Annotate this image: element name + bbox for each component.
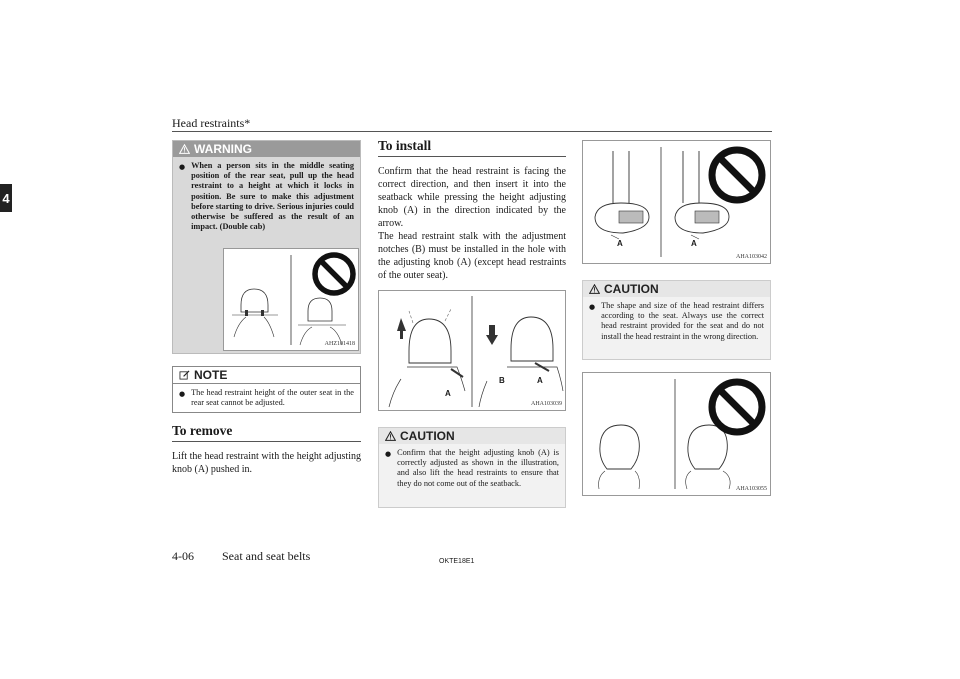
caution-box-1 xyxy=(378,427,566,508)
right-label-a2: A xyxy=(691,239,697,248)
caution-item-1 xyxy=(379,444,565,489)
bullet-icon: ● xyxy=(385,450,392,458)
install-illustration xyxy=(378,290,566,411)
footer-page-number: 4-06 xyxy=(172,549,194,563)
chapter-tab: 4 xyxy=(0,184,12,212)
caution-text-2: The shape and size of the head restraint differs according to the seat. Always use the correct head restraint provided for the seat and do not install the head restraint in the wrong direction. xyxy=(601,301,764,341)
install-text-1: Confirm that the head restraint is facing the correct direction, and then insert it into the seatback while pressing the height adjusting knob (A) in the direction indicated by the arrow. xyxy=(378,166,566,229)
caution-box-2 xyxy=(582,280,771,360)
header-rule xyxy=(172,131,772,132)
caution-label-band-2 xyxy=(583,281,770,297)
note-label-band xyxy=(173,367,360,384)
note-text: The head restraint height of the outer seat in the rear seat cannot be adjusted. xyxy=(191,388,354,408)
caution-label-band-1 xyxy=(379,428,565,444)
remove-text: Lift the head restraint with the height adjusting knob (A) pushed in. xyxy=(172,451,361,475)
caution-label-2: CAUTION xyxy=(604,282,659,296)
warning-triangle-icon xyxy=(179,144,190,154)
right-figure-code-1: AHA103042 xyxy=(736,254,767,260)
caution-text-1: Confirm that the height adjusting knob (A) is correctly adjusted as shown in the illustration, and also lift the head restraints to ensure that they do not come out of the seatback. xyxy=(397,448,559,488)
right-illustration-2 xyxy=(582,372,771,496)
warning-label-band xyxy=(173,141,360,157)
warning-box xyxy=(172,140,361,354)
install-label-b: B xyxy=(499,376,505,385)
bullet-icon: ● xyxy=(179,163,186,171)
caution-item-2 xyxy=(583,297,770,342)
right-label-a: A xyxy=(617,239,623,248)
bullet-icon: ● xyxy=(589,303,596,311)
warning-label: WARNING xyxy=(194,142,252,156)
install-figure-code: AHA103039 xyxy=(531,401,562,407)
page-header-title: Head restraints* xyxy=(172,116,251,130)
warning-text: When a person sits in the middle seating position of the rear seat, pull up the head restraint to a height at which it locks in position. Be sure to make this adjustment before starting to drive. Serious injuries could otherwise be suffered as the result of an impact. (Double cab) xyxy=(191,161,354,232)
note-item xyxy=(173,384,360,408)
install-label-a2: A xyxy=(537,376,543,385)
prohibited-sign-icon xyxy=(707,377,767,437)
remove-title: To remove xyxy=(172,423,233,438)
right-illustration-1 xyxy=(582,140,771,264)
footer-doc-code: OKTE18E1 xyxy=(439,558,475,565)
bullet-icon: ● xyxy=(179,390,186,398)
footer-section: Seat and seat belts xyxy=(222,549,311,563)
install-rule xyxy=(378,156,566,157)
warning-triangle-icon xyxy=(589,284,600,294)
install-title: To install xyxy=(378,138,432,153)
install-label-a: A xyxy=(445,389,451,398)
warning-item xyxy=(173,157,360,232)
caution-label-1: CAUTION xyxy=(400,429,455,443)
warning-figure-code: AHZ101418 xyxy=(324,341,355,347)
prohibited-sign-icon xyxy=(311,251,357,297)
headrest-install-drawing xyxy=(379,291,565,410)
note-pencil-icon xyxy=(179,370,190,380)
remove-rule xyxy=(172,441,361,442)
install-text-2: The head restraint stalk with the adjustment notches (B) must be installed in the hole with the adjusting knob (A) (except head restraints of the outer seat). xyxy=(378,231,566,281)
warning-illustration xyxy=(223,248,359,351)
note-box xyxy=(172,366,361,413)
note-label: NOTE xyxy=(194,368,228,382)
prohibited-sign-icon xyxy=(707,145,767,205)
warning-triangle-icon xyxy=(385,431,396,441)
right-figure-code-2: AHA103055 xyxy=(736,486,767,492)
